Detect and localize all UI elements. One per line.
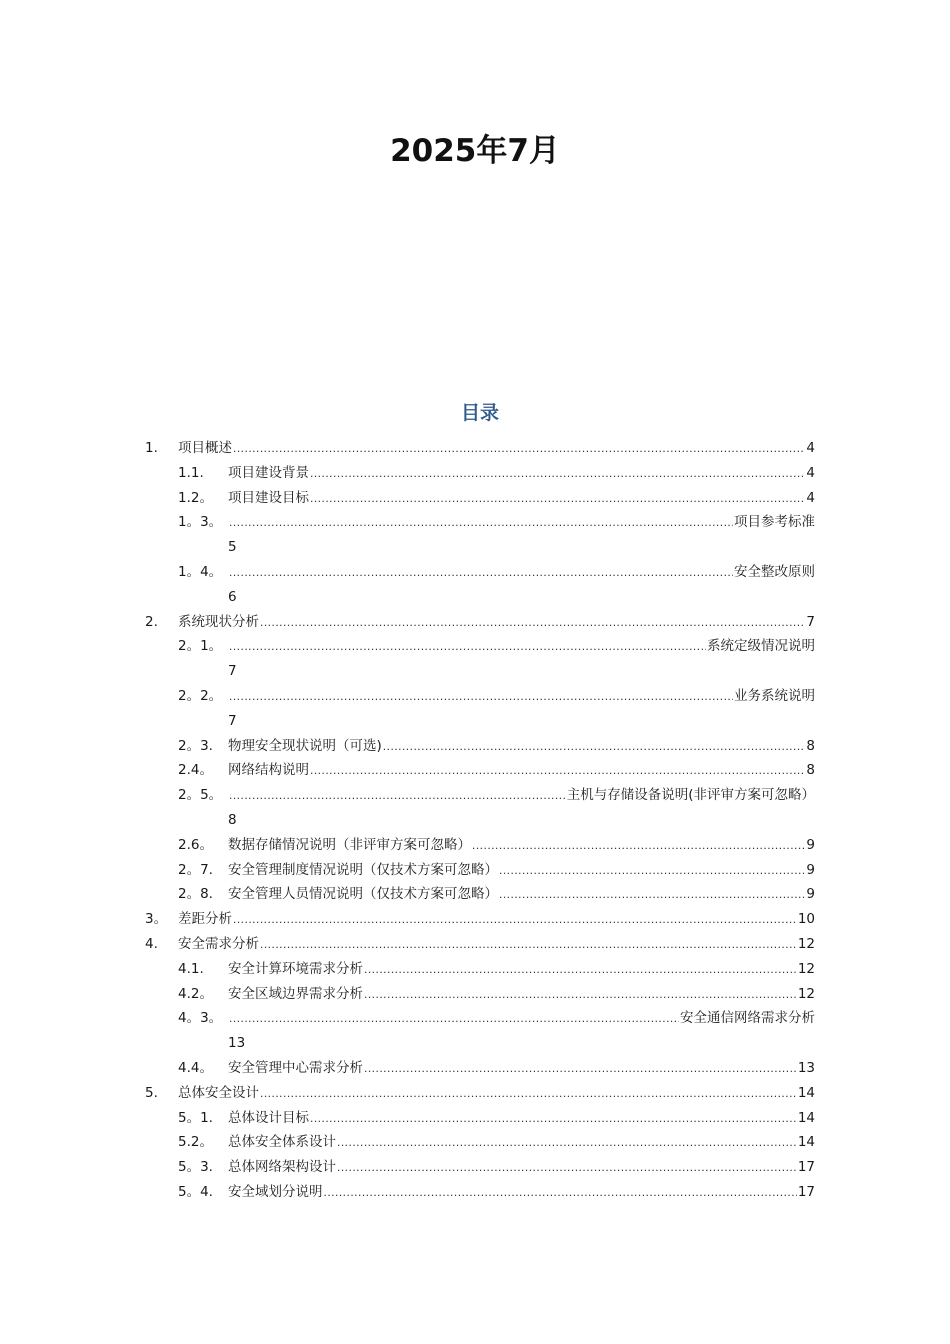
toc-entry-number: 4.: [145, 935, 158, 952]
toc-entry-number: 5。4.: [178, 1183, 213, 1200]
toc-leader-dots: [260, 610, 805, 635]
toc-entry-page: 8: [806, 762, 815, 779]
toc-leader-dots: [229, 634, 706, 659]
toc-entry[interactable]: [145, 882, 815, 907]
toc-entry-number: 5。1.: [178, 1109, 213, 1126]
toc-entry[interactable]: [145, 610, 815, 635]
toc-entry[interactable]: [145, 1180, 815, 1205]
toc-entry-title: 总体安全体系设计: [228, 1134, 336, 1151]
toc-entry-page-line: [145, 808, 815, 833]
toc-leader-dots: [229, 684, 733, 709]
toc-entry-title: 数据存储情况说明（非评审方案可忽略）: [228, 836, 471, 853]
toc-entry-number: 1.2。: [178, 489, 213, 506]
toc-leader-dots: [310, 486, 805, 511]
toc-entry-title: 安全整改原则: [734, 563, 815, 580]
toc-entry-page-line: [145, 535, 815, 560]
toc-leader-dots: [364, 957, 797, 982]
toc-entry[interactable]: [145, 1006, 815, 1031]
toc-leader-dots: [499, 858, 805, 883]
toc-entry[interactable]: [145, 1130, 815, 1155]
toc-entry-page-line: [145, 1031, 815, 1056]
toc-entry-number: 5.: [145, 1084, 158, 1101]
toc-entry[interactable]: [145, 1155, 815, 1180]
toc-leader-dots: [337, 1130, 797, 1155]
toc-entry-title: 项目参考标准: [734, 514, 815, 531]
toc-entry-page: 9: [806, 886, 815, 903]
toc-entry[interactable]: [145, 560, 815, 585]
toc-entry-page: 6: [228, 588, 237, 605]
toc-entry-title: 安全管理制度情况说明（仅技术方案可忽略）: [228, 861, 498, 878]
toc-entry[interactable]: [145, 858, 815, 883]
toc-entry-page: 13: [228, 1035, 246, 1052]
toc-entry[interactable]: [145, 684, 815, 709]
toc-entry-page: 7: [228, 712, 237, 729]
toc-leader-dots: [229, 1006, 679, 1031]
toc-entry-page: 12: [797, 935, 815, 952]
toc-entry-page: 4: [806, 464, 815, 481]
toc-leader-dots: [233, 436, 805, 461]
toc-entry-number: 4.1.: [178, 960, 204, 977]
toc-entry[interactable]: [145, 758, 815, 783]
toc-entry-page-line: [145, 585, 815, 610]
toc-entry-title: 总体安全设计: [178, 1084, 259, 1101]
toc-entry-number: 1.: [145, 440, 158, 456]
toc-entry-number: 2。3.: [178, 737, 213, 754]
toc-entry[interactable]: [145, 1081, 815, 1106]
toc-leader-dots: [229, 560, 733, 585]
toc-entry-title: 总体设计目标: [228, 1109, 309, 1126]
toc-entry-title: 差距分析: [178, 911, 232, 928]
toc-entry-page: 8: [228, 811, 237, 828]
toc-entry-title: 安全管理人员情况说明（仅技术方案可忽略）: [228, 886, 498, 903]
toc-entry-title: 系统现状分析: [178, 613, 259, 630]
toc-entry-title: 总体网络架构设计: [228, 1159, 336, 1176]
toc-entry-page: 4: [806, 440, 815, 456]
toc-entry[interactable]: [145, 907, 815, 932]
toc-entry-title: 安全通信网络需求分析: [680, 1010, 815, 1027]
toc-entry-page-line: [145, 709, 815, 734]
toc-entry-title: 安全区域边界需求分析: [228, 985, 363, 1002]
toc-entry-number: 5.2。: [178, 1134, 213, 1151]
toc-entry-page: 13: [797, 1059, 815, 1076]
toc-entry[interactable]: [145, 436, 815, 461]
toc-entry-page: 7: [228, 663, 237, 680]
toc-leader-dots: [364, 982, 797, 1007]
toc-entry-number: 2。1。: [178, 638, 223, 655]
toc-leader-dots: [229, 510, 733, 535]
toc-entry-page: 14: [797, 1109, 815, 1126]
toc-entry-number: 1。3。: [178, 514, 223, 531]
toc-entry[interactable]: [145, 833, 815, 858]
toc-entry-page: 17: [797, 1183, 815, 1200]
toc-entry-page: 9: [806, 861, 815, 878]
toc-entry-page-line: [145, 659, 815, 684]
toc-entry-page: 12: [797, 960, 815, 977]
toc-entry-number: 2。7.: [178, 861, 213, 878]
toc-entry-number: 2。8.: [178, 886, 213, 903]
toc-entry-number: 2。2。: [178, 687, 223, 704]
toc-entry-page: 9: [806, 836, 815, 853]
toc-entry-title: 主机与存储设备说明(非评审方案可忽略）: [566, 787, 815, 804]
toc-entry-title: 网络结构说明: [228, 762, 309, 779]
toc-leader-dots: [364, 1056, 797, 1081]
toc-entry-number: 1.1.: [178, 464, 204, 481]
toc-entry-page: 14: [797, 1084, 815, 1101]
toc-leader-dots: [324, 1180, 797, 1205]
toc-leader-dots: [472, 833, 805, 858]
toc-entry[interactable]: [145, 510, 815, 535]
toc-entry-title: 物理安全现状说明（可选): [228, 737, 382, 754]
toc-entry-title: 业务系统说明: [734, 687, 815, 704]
toc-entry[interactable]: [145, 1056, 815, 1081]
toc-entry[interactable]: [145, 982, 815, 1007]
toc-entry-number: 4。3。: [178, 1010, 223, 1027]
toc-entry-title: 安全计算环境需求分析: [228, 960, 363, 977]
toc-leader-dots: [310, 1106, 797, 1131]
toc-entry-page: 7: [806, 613, 815, 630]
toc-leader-dots: [229, 783, 566, 808]
toc-entry-title: 安全管理中心需求分析: [228, 1059, 363, 1076]
toc-entry-page: 12: [797, 985, 815, 1002]
toc-entry-number: 2.6。: [178, 836, 213, 853]
toc-entry[interactable]: [145, 461, 815, 486]
toc-entry-title: 安全需求分析: [178, 935, 259, 952]
toc-leader-dots: [310, 758, 805, 783]
toc-leader-dots: [260, 932, 797, 957]
toc-entry-page: 10: [797, 911, 815, 928]
toc-leader-dots: [499, 882, 805, 907]
toc-leader-dots: [233, 907, 797, 932]
toc-entry-title: 项目建设背景: [228, 464, 309, 481]
toc-entry[interactable]: [145, 783, 815, 808]
table-of-contents: [145, 436, 815, 1205]
toc-leader-dots: [337, 1155, 797, 1180]
toc-entry-number: 1。4。: [178, 563, 223, 580]
toc-entry-number: 2.: [145, 613, 158, 630]
toc-entry[interactable]: [145, 634, 815, 659]
toc-leader-dots: [310, 461, 805, 486]
toc-entry[interactable]: [145, 1106, 815, 1131]
toc-entry-title: 项目概述: [178, 440, 232, 456]
toc-entry-number: 2。5。: [178, 787, 223, 804]
toc-entry-title: 系统定级情况说明: [707, 638, 815, 655]
toc-entry[interactable]: [145, 734, 815, 759]
toc-entry-title: 项目建设目标: [228, 489, 309, 506]
toc-entry-title: 安全域划分说明: [228, 1183, 323, 1200]
toc-entry[interactable]: [145, 957, 815, 982]
toc-entry[interactable]: [145, 486, 815, 511]
toc-entry-page: 5: [228, 539, 237, 556]
toc-entry-number: 2.4。: [178, 762, 213, 779]
toc-entry-number: 4.4。: [178, 1059, 213, 1076]
toc-entry-page: 14: [797, 1134, 815, 1151]
toc-leader-dots: [260, 1081, 797, 1106]
document-date-title: 2025年7月: [390, 133, 560, 169]
toc-leader-dots: [383, 734, 806, 759]
toc-entry-number: 4.2。: [178, 985, 213, 1002]
toc-entry-number: 3。: [145, 911, 168, 928]
toc-heading: 目录: [460, 402, 499, 424]
toc-entry-page: 8: [806, 737, 815, 754]
toc-entry-number: 5。3.: [178, 1159, 213, 1176]
toc-entry-page: 4: [806, 489, 815, 506]
toc-entry[interactable]: [145, 932, 815, 957]
toc-entry-page: 17: [797, 1159, 815, 1176]
